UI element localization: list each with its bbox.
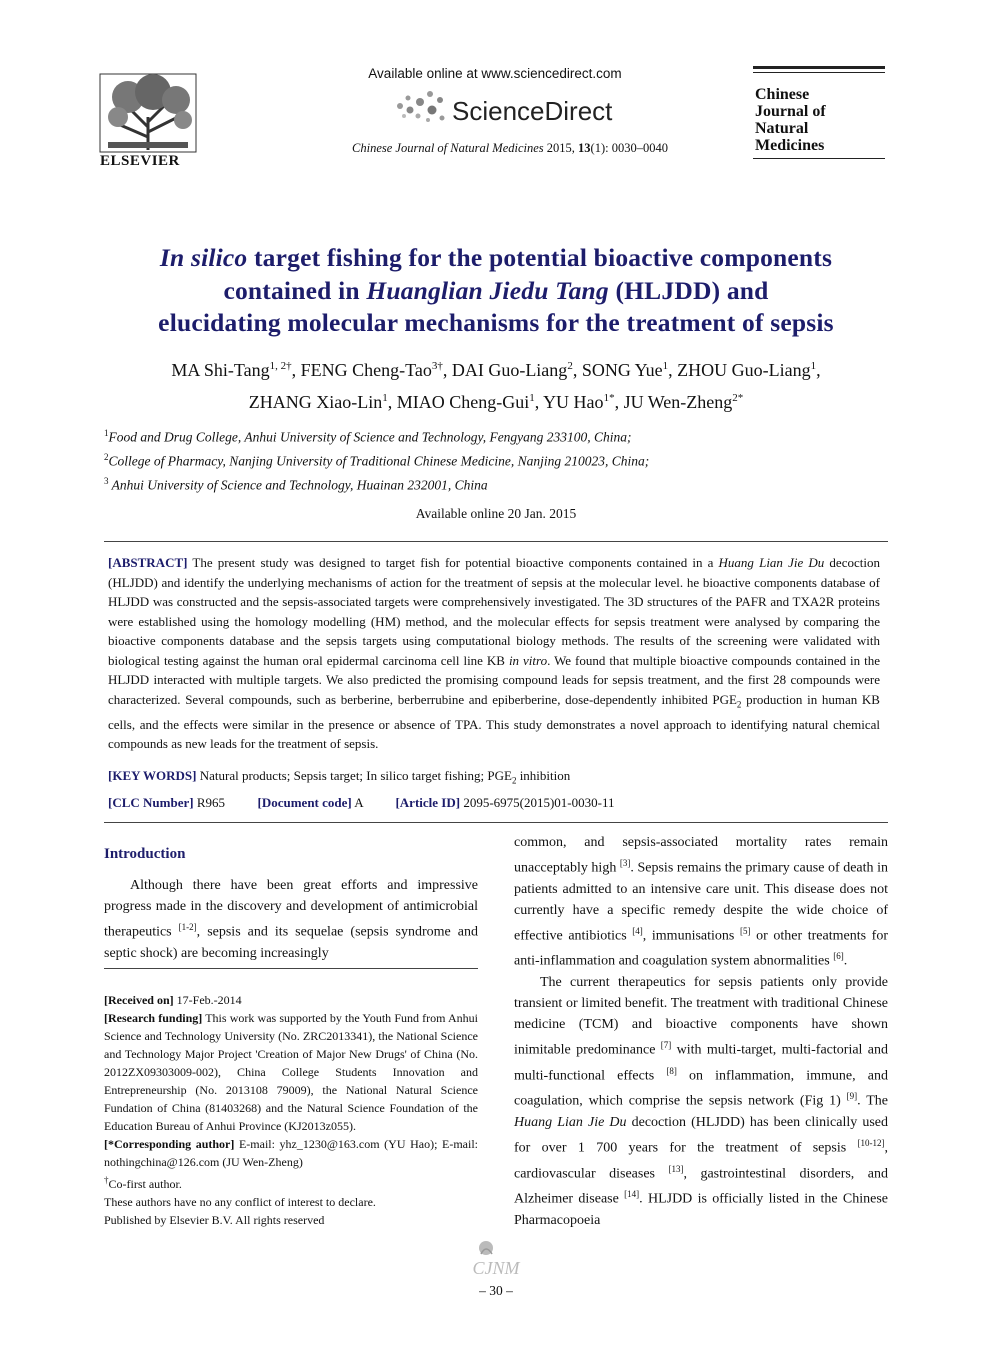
abstract: [ABSTRACT] The present study was designed to target fish for potential bioactive components contained in a Huang Lian Jie Du decoction (HLJDD) and identify the underlying mechanisms of action for the treatment of sepsis at the molecular level. he bioactive components database of HLJDD was constructed and the sepsis-associated targets were comprehensively investigated. The 3D structures of the PAFR and TXA2R proteins were established using the homology modelling (HM) method, and the molecular effects for sepsis treatment were analysed by comparing the bioactive components database and the sepsis targets using computational biology methods. The results of the screening were validated with biological testing against the human oral epidermal carcinoma cell line KB in vitro. We found that multiple bioactive compounds contained in the HLJDD interacted with multiple targets. We also predicted the promising compound leads for sepsis treatment, and the first 28 compounds were characterized. Several compounds, such as berberine, berberrubine and epiberberine, dose-dependently inhibited $PGE_2$ production in human KB cells, and the effects were similar in the presence or absence of TPA. This study demonstrates a novel approach to identifying natural chemical compounds as new leads for the treatment of sepsis. xyxy=(108,555,881,752)
available-online-text: Available online at www.sciencedirect.com xyxy=(368,66,622,81)
authors-line-2: ZHANG Xiao-Lin$^1$, MIAO Cheng-Gui$^1$, YU Hao$^{1*}$, JU Wen-Zheng$^{2*}$ xyxy=(248,392,744,412)
journal-box-rule-thin xyxy=(753,72,885,73)
footnotes: [Received on] 17-Feb.-2014 [Research funding] This work was supported by the Youth Fund from Anhui Science and Technology University (No. ZRC2013341), the National Science and Technology Major Project 'Creation of Major New Drugs' of China (No. 2012ZX09303009-002), China College Students Innovation and Entrepreneurship (No. 2013108 79009), the National Natural Science Fundation of China (81403268) and the Natural Science Foundation of the Education Bureau of Anhui Province (KJ2013z055). [*Corresponding author] E-mail: yhz_1230@163.com (YU Hao); E-mail: nothingchina@126.com (JU Wen-Zheng) †Co-first author. These authors have no any conflict of interest to declare. Published by Elsevier B.V. All rights reserved xyxy=(104,993,478,1227)
cjnm-logo xyxy=(456,1238,536,1280)
keywords: [KEY WORDS] Natural products; Sepsis target; In silico target fishing; $PGE_2$ inhibition xyxy=(108,768,571,786)
page-number: – 30 – xyxy=(479,1283,513,1298)
affiliation-3: $^3$ Anhui University of Science and Technology, Huainan 232001, China xyxy=(104,476,488,493)
publisher-wordmark: ELSEVIER xyxy=(100,153,180,169)
footnote-rule xyxy=(104,968,478,969)
available-date: Available online 20 Jan. 2015 xyxy=(415,506,577,521)
section-heading-introduction: Introduction xyxy=(104,846,186,862)
affiliation-2: $^2$College of Pharmacy, Nanjing University of Traditional Chinese Medicine, Nanjing 210023, China; xyxy=(104,452,650,469)
journal-citation: Chinese Journal of Natural Medicines 2015, 13(1): 0030–0040 xyxy=(352,141,668,155)
abstract-rule-bottom xyxy=(104,822,888,823)
affiliation-1: $^1$Food and Drug College, Anhui University of Science and Technology, Fengyang 233100, China; xyxy=(104,428,632,445)
journal-box-rule-top xyxy=(753,66,885,69)
article-title: In silico target fishing for the potential bioactive components contained in Huanglian Jiedu Tang (HLJDD) and elucidating molecular mechanisms for the treatment of sepsis xyxy=(158,243,834,337)
journal-name-block: Chinese Journal of Natural Medicines xyxy=(755,86,826,154)
sciencedirect-wordmark: ScienceDirect xyxy=(452,96,613,126)
classification-line: [CLC Number] R965 [Document code] A [Article ID] 2095-6975(2015)01-0030-11 xyxy=(108,795,615,810)
journal-box-rule-bottom xyxy=(753,158,885,159)
authors-line-1: MA Shi-Tang$^{1, 2\dagger}$, FENG Cheng-Tao$^{3\dagger}$, DAI Guo-Liang$^2$, SONG Yue$^1$, ZHOU Guo-Liang$^1$, xyxy=(171,360,821,380)
cjnm-logo-text: CJNM xyxy=(472,1258,520,1278)
intro-right-column: common, and sepsis-associated mortality rates remain unacceptably high [3]. Sepsis remains the primary cause of death in patients admitted to an intensive care unit. This disease does not currently have a specific remedy despite the wide choice of effective antibiotics [4], immunisations [5] or other treatments for anti-inflammation and coagulation system abnormalities [6]. The current therapeutics for sepsis patients only provide transient or limited benefit. The treatment with traditional Chinese medicine (TCM) and bioactive components have shown inimitable predominance [7] with multi-target, multi-factorial and multi-functional effects [8] on inflammation, immune, and coagulation, which comprise the sepsis network (Fig 1) [9]. The Huang Lian Jie Du decoction (HLJDD) has been clinically used for over 1 700 years for the treatment of sepsis [10-12], cardiovascular diseases [13], gastrointestinal disorders, and Alzheimer disease [14]. HLJDD is officially listed in the Chinese Pharmacopoeia xyxy=(514,835,889,1228)
abstract-rule-top xyxy=(104,541,888,542)
author-list xyxy=(80,352,912,416)
intro-left-paragraph: Although there have been great efforts and impressive progress made in the discovery and development of antimicrobial therapeutics [1-2], sepsis and its sequelae (sepsis syndrome and septic shock) are becoming increasingly xyxy=(104,878,478,961)
